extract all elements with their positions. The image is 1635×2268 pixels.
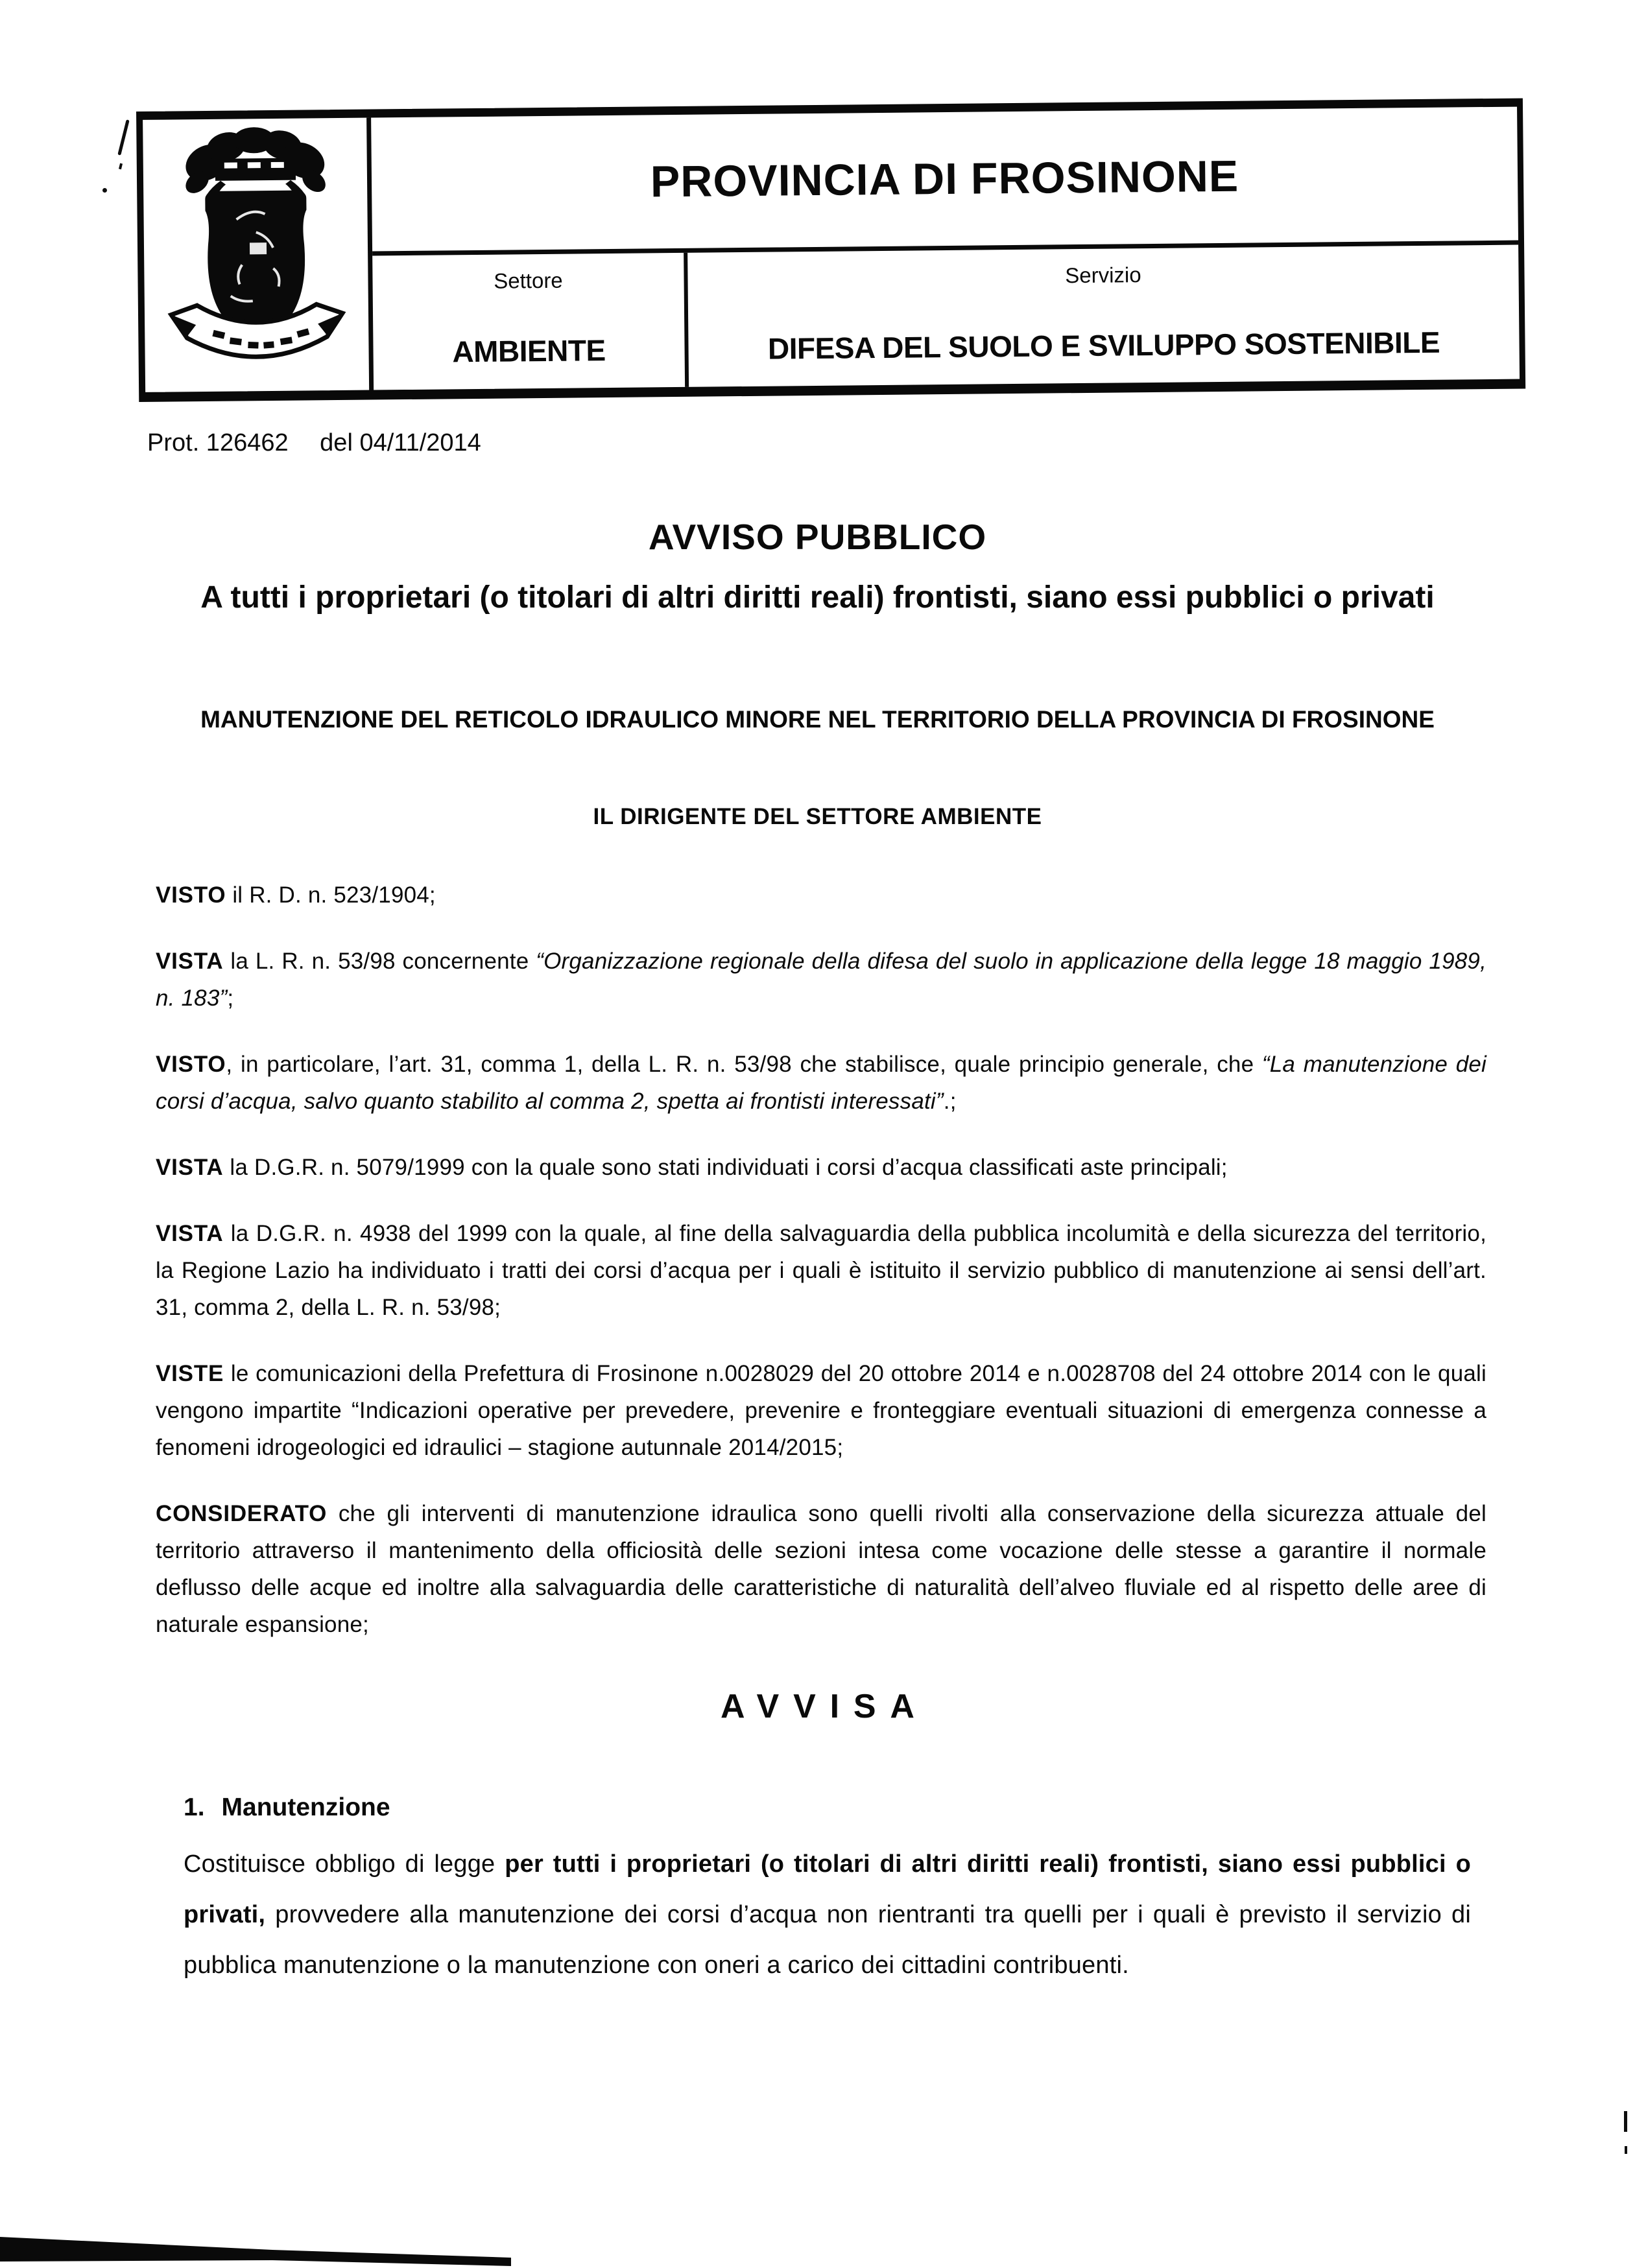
settore-cell — [372, 253, 689, 390]
section-paragraph — [184, 1839, 1471, 1990]
section-title-text: Manutenzione — [221, 1793, 390, 1821]
protocol-number: Prot. 126462 — [147, 429, 289, 456]
settore-value: AMBIENTE — [452, 333, 606, 369]
text: la L. R. n. 53/98 concernente — [223, 949, 536, 974]
section-number: 1. — [184, 1793, 205, 1821]
bold-text: CONSIDERATO — [156, 1501, 328, 1526]
bold-text: VISTO — [156, 1052, 226, 1077]
text: , in particolare, l’art. 31, comma 1, della L. R. n. 53/98 che stabilisce, quale principio generale, che — [226, 1052, 1262, 1077]
letterhead-right — [371, 107, 1520, 390]
org-row — [371, 107, 1518, 252]
bold-text: VISTO — [156, 882, 226, 908]
logo-cell — [143, 118, 374, 392]
scan-artifact-dot — [102, 188, 107, 193]
settore-label: Settore — [494, 268, 563, 293]
scan-artifact-speck — [119, 163, 123, 170]
recital-vista-dgr-4938-1999 — [156, 1215, 1486, 1326]
document-subtitle: A tutti i proprietari (o titolari di altri diritti reali) frontisti, siano essi pubblici o privati — [200, 580, 1435, 615]
servizio-label: Servizio — [1065, 263, 1141, 288]
scan-artifact-edge-dash — [1624, 2111, 1627, 2132]
scan-artifact-edge-dash — [1625, 2146, 1627, 2154]
bold-text: per tutti i proprietari (o titolari di altri diritti reali) frontisti, siano essi pubblici o privati, — [184, 1850, 1471, 1928]
text: provvedere alla manutenzione dei corsi d’acqua non rientranti tra quelli per i quali è previsto il servizio di pubblica manutenzione o la manutenzione con oneri a carico dei cittadini contribuenti. — [184, 1901, 1471, 1979]
document-title: AVVISO PUBBLICO — [648, 517, 987, 557]
text: che gli interventi di manutenzione idraulica sono quelli rivolti alla conservazione della sicurezza attuale del territorio attraverso il mantenimento della officiosità delle sezioni intesa come vocazione delle stesse a garantire il normale deflusso delle acque ed inoltre alla salvaguardia delle caratteristiche di naturalità dell’alveo fluviale ed al rispetto delle aree di naturale espansione; — [156, 1501, 1486, 1637]
letterhead-sub-row — [372, 245, 1520, 390]
org-title: PROVINCIA DI FROSINONE — [650, 151, 1239, 207]
recital-viste-comunicazioni-prefettura — [156, 1355, 1486, 1466]
bold-text: VISTA — [156, 1155, 224, 1180]
recital-considerato — [156, 1495, 1486, 1643]
text: la D.G.R. n. 4938 del 1999 con la quale, al fine della salvaguardia della pubblica incolumità e della sicurezza del territorio, la Regione Lazio ha individuato i tratti dei corsi d’acqua per i quali è istituito il servizio pubblico di manutenzione ai sensi dell’art. 31, comma 2, della L. R. n. 53/98; — [156, 1221, 1486, 1320]
text: ; — [227, 986, 234, 1011]
servizio-cell — [687, 245, 1520, 387]
text: Costituisce obbligo di legge — [184, 1850, 505, 1878]
bold-text: VISTE — [156, 1361, 224, 1386]
text: la D.G.R. n. 5079/1999 con la quale sono stati individuati i corsi d’acqua classificati aste principali; — [223, 1155, 1228, 1180]
document-subject: MANUTENZIONE DEL RETICOLO IDRAULICO MINORE NEL TERRITORIO DELLA PROVINCIA DI FROSINONE — [200, 706, 1435, 733]
recital-visto-rd-523-1904 — [156, 877, 1486, 914]
protocol-line — [147, 429, 481, 457]
recital-vista-lr-53-98 — [156, 943, 1486, 1017]
servizio-value: DIFESA DEL SUOLO E SVILUPPO SOSTENIBILE — [767, 325, 1440, 366]
text: .; — [943, 1089, 957, 1114]
section-title — [184, 1793, 1471, 1822]
document-issuer: IL DIRIGENTE DEL SETTORE AMBIENTE — [593, 804, 1042, 829]
recital-visto-art-31-comma-1 — [156, 1046, 1486, 1120]
bold-text: VISTA — [156, 1221, 224, 1246]
avvisa-heading: AVVISA — [721, 1688, 929, 1725]
italic-text: “Organizzazione regionale della difesa del suolo in applicazione della legge 18 maggio 1989, n. 183” — [156, 949, 1486, 1011]
coat-of-arms-icon — [158, 121, 355, 389]
recitals-block — [156, 877, 1486, 1672]
section-1 — [184, 1793, 1471, 1990]
text: le comunicazioni della Prefettura di Frosinone n.0028029 del 20 ottobre 2014 e n.0028708 del 24 ottobre 2014 con le quali vengono impartite “Indicazioni operative per prevedere, prevenire e fronteggiare eventuali situazioni di emergenza connesse a fenomeni idrogeologici ed idraulici – stagione autunnale 2014/2015; — [156, 1361, 1486, 1460]
letterhead — [136, 98, 1525, 402]
italic-text: “La manutenzione dei corsi d’acqua, salvo quanto stabilito al comma 2, spetta ai frontisti interessati” — [156, 1052, 1487, 1114]
text: il R. D. n. 523/1904; — [226, 882, 436, 908]
scan-artifact-slash — [117, 119, 129, 156]
protocol-date: del 04/11/2014 — [320, 429, 481, 456]
recital-vista-dgr-5079-1999 — [156, 1149, 1486, 1186]
bold-text: VISTA — [156, 949, 224, 974]
scan-artifact-bottom-line — [0, 2190, 519, 2268]
